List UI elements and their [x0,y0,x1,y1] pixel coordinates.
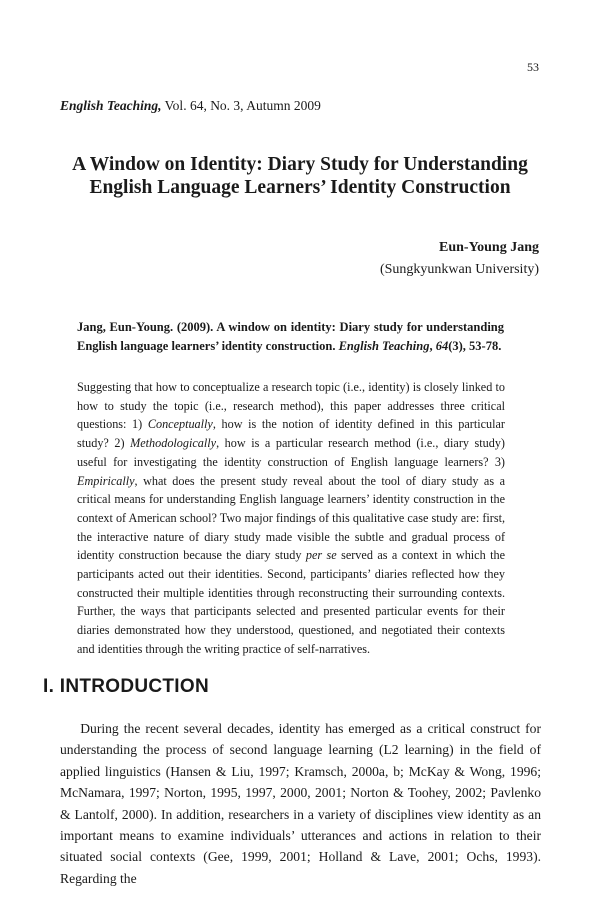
abstract [77,378,505,659]
citation-rest: (3), 53-78. [448,339,502,353]
abstract-emphasis-3: Empirically [77,473,135,488]
author-name: Eun-Young Jang [439,240,539,255]
citation-text: Jang, Eun-Young. (2009). A window on identity: Diary study for understanding English language learners’ identity construction. [77,320,504,353]
abstract-part-4: , what does the present study reveal about the tool of diary study as a critical means for understanding English language learners’ identity construction in the context of American school? Two major findings of this qualitative case study are: first, the interactive nature of diary study made visible the subtle and gradual process of identity construction because the diary study [77,473,505,563]
abstract-part-5: served as a context in which the participants acted out their identities. Second, participants’ diaries reflected how they constructed their multiple identities through reconstructing their surrounding contexts. Further, the ways that participants selected and presented particular events for their diaries demonstrated how they understood, questioned, and negotiated their contexts and identities through the writing practice of self-narratives. [77,548,505,656]
citation-journal: English Teaching [338,339,430,353]
paper-title [40,153,560,199]
title-line-2: English Language Learners’ Identity Construction [89,177,511,198]
citation [77,318,504,356]
journal-name: English Teaching, [60,98,162,113]
title-line-1: A Window on Identity: Diary Study for Understanding [72,154,528,175]
abstract-emphasis-4: per se [305,548,337,563]
introduction-paragraph [60,718,541,889]
page-number: 53 [527,60,539,74]
abstract-part-3: , how is a particular research method (i.e., diary study) useful for investigating the identity construction of English language learners? 3) [77,436,505,469]
section-heading: I. INTRODUCTION [43,676,209,697]
introduction-text: During the recent several decades, identity has emerged as a critical construct for understanding the process of second language learning (L2 learning) in the field of applied linguistics (Hansen & Liu, 1997; Kramsch, 2000a, b; McKay & Wong, 1996; McNamara, 1997; Norton, 1995, 1997, 2000, 2001; Norton & Toohey, 2002; Pavlenko & Lantolf, 2000). In addition, researchers in a variety of disciplines view identity as an important means to examine individuals’ utterances and actions in relation to their situated social contexts (Gee, 1999, 2001; Holland & Lave, 2001; Ochs, 1993). Regarding the [60,721,541,886]
journal-details: Vol. 64, No. 3, Autumn 2009 [161,98,321,113]
abstract-emphasis-1: Conceptually [147,417,213,432]
author-affiliation: (Sungkyunkwan University) [379,262,539,277]
abstract-part-2: , how is the notion of identity defined in this particular study? 2) [77,417,505,451]
abstract-part-1: Suggesting that how to conceptualize a research topic (i.e., identity) is closely linked to how to study the topic (i.e., research method), this paper addresses three critical questions: 1) [77,380,505,432]
journal-header [60,98,321,114]
abstract-emphasis-2: Methodologically [130,436,217,451]
citation-volume: 64 [435,339,449,353]
citation-comma: , [429,339,436,353]
